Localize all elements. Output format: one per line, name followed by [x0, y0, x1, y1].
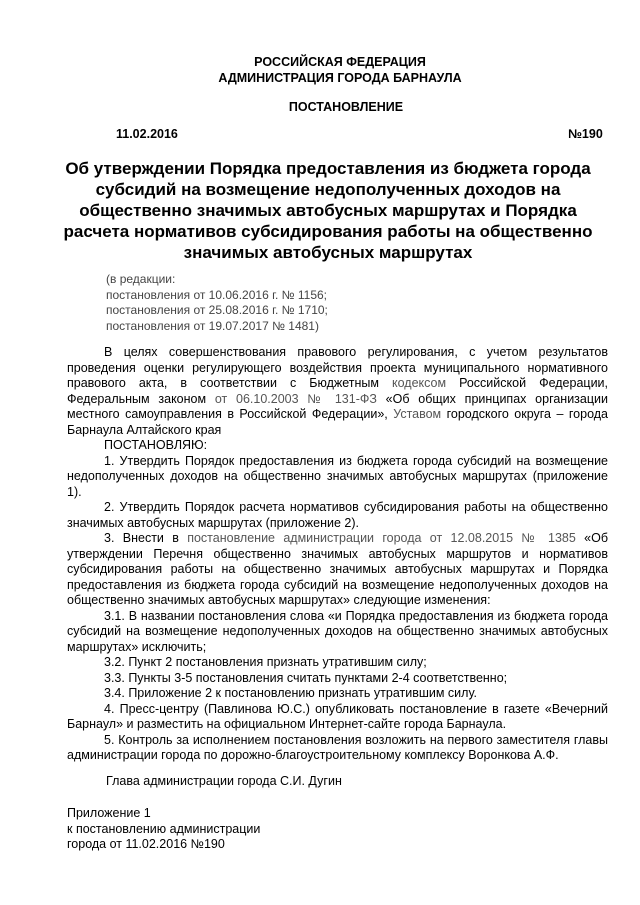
edition-link[interactable]: постановления от 25.08.2016 г. № 1710; [106, 303, 328, 318]
document-number: №190 [568, 127, 603, 141]
item-5: 5. Контроль за исполнением постановления возложить на первого заместителя главы администрации города по дорожно-благоустроительному комплексу Воронкова А.Ф. [67, 732, 608, 762]
edition-line: (в редакции: [106, 272, 176, 286]
document-type: ПОСТАНОВЛЕНИЕ [288, 100, 404, 114]
item-3-3: 3.3. Пункты 3-5 постановления считать пунктами 2-4 соответственно; [104, 670, 508, 685]
preamble-paragraph [67, 345, 608, 438]
document-date: 11.02.2016 [116, 127, 178, 141]
resolve-heading: ПОСТАНОВЛЯЮ: [104, 438, 208, 452]
edition-link[interactable]: постановления от 10.06.2016 г. № 1156; [106, 287, 328, 302]
edition-note [106, 272, 328, 335]
preamble-text: городского округа – города Барнаула Алтайского края [67, 407, 608, 437]
appendix-line: к постановлению администрации [67, 821, 261, 836]
appendix-note [67, 806, 260, 853]
appendix-line: города от 11.02.2016 №190 [67, 837, 225, 851]
appendix-line: Приложение 1 [67, 806, 151, 820]
item-3-text: 3. Внести в [104, 531, 188, 545]
federal-law-link[interactable]: от 06.10.2003 № 131-ФЗ [214, 391, 377, 406]
item-3-text: «Об утверждении Перечня общественно значимых автобусных маршрутов и нормативов субсидирования работы на общественно значимых автобусных маршрутах и Порядка предоставления из бюджета города субсидий на возмещение недополученных доходов на общественно значимых автобусных маршрутах» следующие изменения: [67, 531, 608, 607]
item-3-4: 3.4. Приложение 2 к постановлению признать утратившим силу. [104, 686, 477, 700]
document-title: Об утверждении Порядка предоставления из бюджета города субсидий на возмещение недополученных доходов на общественно значимых автобусных маршрутах и Порядка расчета нормативов субсидирования работы на общественно значимых автобусных маршрутах [63, 159, 593, 262]
item-1: 1. Утвердить Порядок предоставления из бюджета города субсидий на возмещение недополученных доходов на общественно значимых автобусных маршрутах (приложение 1). [67, 453, 608, 499]
preamble-text: В целях совершенствования правового регулирования, с учетом результатов проведения оценки регулирующего воздействия проекта муниципального нормативного правового акта, в соответствии с Бюджетным [67, 345, 608, 390]
item-4: 4. Пресс-центру (Павлинова Ю.С.) опубликовать постановление в газете «Вечерний Барнаул» и разместить на официальном Интернет-сайте города Барнаула. [67, 701, 608, 731]
preamble-text: «Об общих принципах организации местного самоуправления в Российской Федерации», [67, 391, 608, 421]
item-2: 2. Утвердить Порядок расчета нормативов субсидирования работы на общественно значимых автобусных маршрутах (приложение 2). [67, 500, 608, 530]
header-administration: АДМИНИСТРАЦИЯ ГОРОДА БАРНАУЛА [218, 71, 462, 85]
resolution-link[interactable]: постановление администрации города от 12.08.2015 № 1385 [187, 531, 576, 545]
codex-link[interactable]: кодексом [391, 376, 447, 390]
preamble-text: Российской Федерации, Федеральным законом [67, 376, 609, 406]
item-3-2: 3.2. Пункт 2 постановления признать утратившим силу; [104, 655, 427, 669]
signature-line: Глава администрации города С.И. Дугин [106, 774, 342, 788]
edition-link[interactable]: постановления от 19.07.2017 № 1481) [106, 319, 319, 334]
charter-link[interactable]: Уставом [393, 407, 442, 421]
header-country: РОССИЙСКАЯ ФЕДЕРАЦИЯ [254, 55, 426, 69]
document-body [67, 345, 608, 764]
item-3 [67, 531, 608, 609]
item-3-1: 3.1. В названии постановления слова «и Порядка предоставления из бюджета города субсидий на возмещение недополученных доходов на общественно значимых автобусных маршрутах» исключить; [67, 608, 608, 654]
